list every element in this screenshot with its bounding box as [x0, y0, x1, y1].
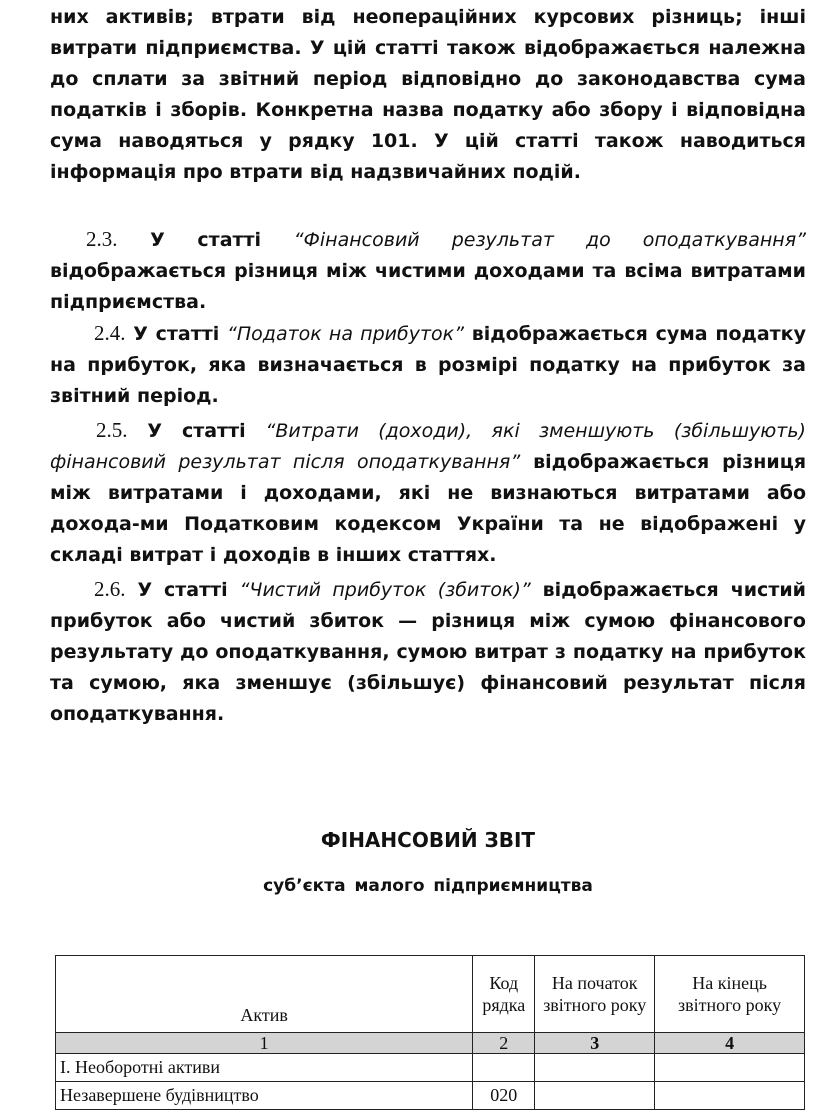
section-number: 2.4. — [94, 321, 126, 345]
report-title: ФІНАНСОВИЙ ЗВІТ — [320, 828, 536, 852]
row-code: 020 — [473, 1082, 535, 1110]
header-end-of-year: На кінець звітного року — [655, 956, 805, 1033]
report-subtitle: суб’єкта малого підприємництва — [263, 876, 593, 896]
paragraph-text: відображається чистий прибуток або чистий збиток — різниця між сумою фінансового результату до оподаткування, сумою витрат з податку на прибуток та сумою, яка зменшує (збільшує) фінансовий результат після оподаткування. — [50, 579, 806, 725]
section-number: 2.6. — [94, 577, 126, 601]
paragraph-text: відображається різниця між чистими доходами та всіма витратами підприємства. — [50, 260, 806, 313]
row-code — [473, 1054, 535, 1082]
header-asset: Актив — [56, 956, 473, 1033]
row-start-value — [535, 1054, 655, 1082]
article-title: “Податок на прибуток” — [227, 323, 464, 345]
section-number: 2.5. — [96, 418, 128, 442]
article-title: “Витрати (доходи), які зменшують (збільшують) фінансовий результат після оподаткування” — [50, 420, 806, 473]
table-row — [56, 1054, 805, 1082]
paragraph-text: відображається різниця між витратами і доходами, які не визнаються витратами або дохода-ми Податковим кодексом України та не відображені у складі витрат і доходів в інших статтях. — [50, 451, 807, 566]
row-label: I. Необоротні активи — [56, 1054, 473, 1082]
paragraph-lead: У статті — [147, 420, 246, 442]
paragraph-text: відображається сума податку на прибуток, яка визначається в розмірі податку на прибуток за звітний період. — [50, 323, 806, 407]
paragraph-lead: У статті — [150, 229, 262, 251]
header-code: Код рядка — [473, 956, 535, 1033]
paragraph-2-5 — [50, 415, 806, 571]
article-title: “Чистий прибуток (збиток)” — [239, 579, 531, 601]
section-number: 2.3. — [86, 227, 118, 251]
financial-report-table — [55, 955, 805, 1110]
table-header-row — [56, 956, 805, 1033]
paragraph-lead: У статті — [133, 323, 220, 345]
paragraph-2-6 — [50, 574, 806, 730]
row-label: Незавершене будівництво — [56, 1082, 473, 1110]
paragraph-continuation-text: них активів; втрати від неопераційних курсових різниць; інші витрати підприємства. У цій статті також відображається належна до сплати за звітний період відповідно до законодавства сума податків і зборів. Конкретна назва податку або збору і відповідна сума наводяться у рядку 101. У цій статті також наводиться інформація про втрати від надзвичайних подій. — [50, 6, 806, 183]
table-row — [56, 1082, 805, 1110]
column-number: 3 — [535, 1033, 655, 1054]
paragraph-lead: У статті — [137, 579, 228, 601]
row-start-value — [535, 1082, 655, 1110]
paragraph-2-3 — [50, 224, 806, 318]
header-start-of-year: На початок звітного року — [535, 956, 655, 1033]
column-number: 1 — [56, 1033, 473, 1054]
article-title: “Фінансовий результат до оподаткування” — [293, 229, 806, 251]
column-number: 4 — [655, 1033, 805, 1054]
row-end-value — [655, 1082, 805, 1110]
row-end-value — [655, 1054, 805, 1082]
column-numbers-row — [56, 1033, 805, 1054]
paragraph-continuation — [50, 2, 806, 188]
column-number: 2 — [473, 1033, 535, 1054]
paragraph-2-4 — [50, 318, 806, 412]
